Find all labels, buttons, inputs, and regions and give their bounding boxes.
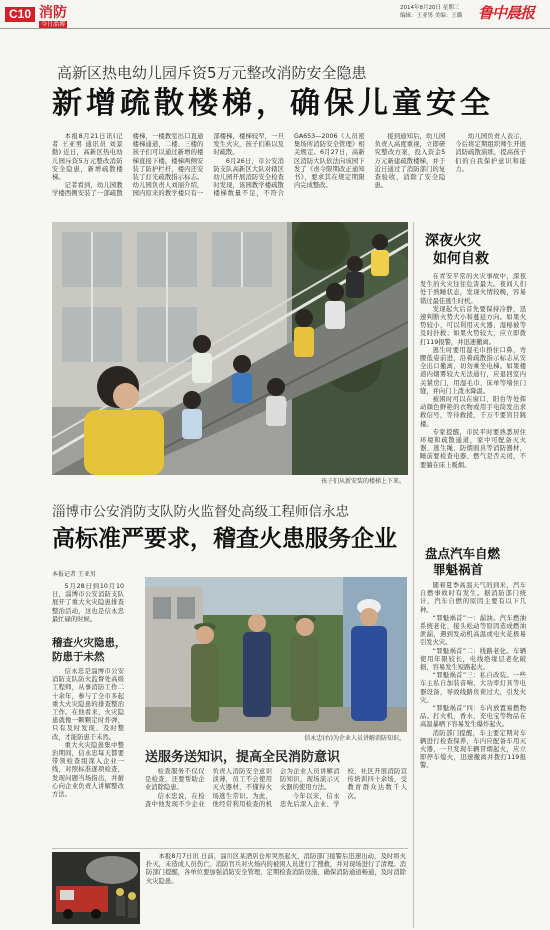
page-number: C10 bbox=[5, 7, 35, 22]
sidebar1-paragraph: 被困时可以在窗口、阳台等处挥动颜色鲜艳的衣物或用手电筒发出求救信号，等待救援，千万不要盲目跳楼。 bbox=[420, 396, 526, 428]
sidebar1-title-line1: 深夜火灾 bbox=[425, 233, 481, 249]
article1-paragraph: 本报8月21日讯(记者 王亚男 通讯员 刘景勤) 近日，高新区热电幼儿园斥资5万元整改消防安全隐患，新增疏散楼梯。 bbox=[52, 133, 123, 182]
sidebar1-body bbox=[420, 273, 526, 537]
article2-subheading2: 送服务送知识，提高全民消防意识 bbox=[145, 750, 341, 765]
article2-headline: 高标准严要求，稽查火患服务企业 bbox=[52, 526, 397, 552]
article1-paragraph: 记者看到，幼儿园教学楼西侧安装了一部疏散楼梯，一楼教室出口直通楼梯通道，二楼、三楼的孩子们可以通过新增的楼梯直接下楼。楼梯两侧安装了防护栏杆，楼内还安装了灯光疏散指示标志。幼儿园负责人刘丽介绍，园内原来的教学楼只有一部楼梯，楼梯较窄，一旦发生火灾，孩子们难以及时疏散。 bbox=[52, 133, 284, 198]
article2-body2 bbox=[145, 768, 407, 846]
subsection-name: 今日淄博 bbox=[41, 21, 66, 28]
article1-body bbox=[52, 133, 526, 217]
header-divider bbox=[0, 28, 550, 29]
article1-photo-caption: 孩子们从新安装的楼梯上下来。 bbox=[320, 478, 405, 485]
sidebar1-paragraph: 逃生时要用湿毛巾捂住口鼻，弯腰低姿前进，沿着疏散指示标志从安全出口撤离，切勿乘坐电梯。如果楼道内烟雾较大无法通行，应退回室内关紧房门，用湿毛巾、床单等堵住门缝，并向门上泼水降温。 bbox=[420, 346, 526, 395]
sidebar2-paragraph: 随着夏季高温天气的到来，汽车自燃事故时有发生。据消防部门统计，汽车自燃的原因主要有以下几种。 bbox=[420, 582, 526, 614]
article1-paragraph: 幼儿园负责人表示，今后将定期组织师生开展消防疏散演练，提高孩子们的自我保护意识和能力。 bbox=[455, 133, 526, 173]
article2-paragraph: 信永忠是淄博市公安消防支队防火监督处高级工程师，从事消防工作二十余年，参与了全市多起重大火灾隐患的排查整治工作。在他看来，火灾隐患就像一颗颗定时炸弹，只有及时发现、及时整改，才能防患于未然。 bbox=[52, 668, 124, 741]
newspaper-logo: 鲁中晨报 bbox=[478, 4, 535, 22]
sidebar2-title-line2: 罪魁祸首 bbox=[433, 562, 484, 577]
brief-news bbox=[146, 853, 406, 925]
brief-paragraph: 本报8月7日讯 日前，淄川区某酒店仓库突然起火，消防部门接警后迅速出动，及时将火扑灭，未造成人员伤亡。消防官兵对火场内的被困人员进行了搜救，并对现场进行了清理。消防部门提醒，各单位要加强消防安全管理，定期检查消防设施，确保消防通道畅通，及时消除火灾隐患。 bbox=[146, 853, 406, 885]
sidebar1-title-line2: 如何自救 bbox=[433, 251, 489, 267]
article2-kicker: 淄博市公安消防支队防火监督处高级工程师信永忠 bbox=[52, 504, 349, 520]
sidebar2-title-line1: 盘点汽车自燃 bbox=[425, 546, 501, 561]
sidebar2-paragraph: 消防部门提醒，车主要定期对车辆进行检查保养，车内应配备车用灭火器，一旦发现车辆冒烟起火，应立即停车熄火，迅速撤离并拨打119报警。 bbox=[420, 729, 526, 770]
sidebar2-paragraph: “罪魁祸首”四：车内放置易燃物品。打火机、香水、充电宝等物品在高温暴晒下容易发生爆炸起火。 bbox=[420, 705, 526, 729]
sidebar2-paragraph: “罪魁祸首”二：线路老化。车辆使用年限较长，电线绝缘层老化破损，容易发生短路起火。 bbox=[420, 647, 526, 672]
children-stairs-photo bbox=[52, 222, 408, 475]
article2-paragraph: 检查服务不仅仅是检查，还要帮助企业消除隐患。 bbox=[145, 768, 205, 792]
article1-kicker: 高新区热电幼儿园斥资5万元整改消防安全隐患 bbox=[57, 64, 367, 82]
sidebar2-paragraph: “罪魁祸首”一：漏油。汽车燃油系统老化、接头松动等原因造成燃油泄漏，遇到发动机高温或电火花极易引发火灾。 bbox=[420, 614, 526, 647]
sidebar1-paragraph: 在青安平常的火灾事故中，深夜发生的火灾往往危害最大。夜间人们处于熟睡状态，发现火情较晚，容易错过最佳逃生时机。 bbox=[420, 273, 526, 305]
sidebar2-body bbox=[420, 582, 526, 927]
article2-paragraph: 信永忠说，在检查中他发现不少企业负责人消防安全意识淡薄，员工不会使用灭火器材，不懂得火场逃生常识。为此，他经常利用检查的机会为企业人员讲解消防知识，现场演示灭火器的使用方法。 bbox=[145, 768, 340, 808]
fire-scene-photo bbox=[52, 852, 140, 924]
brief-divider bbox=[52, 848, 408, 849]
article2-paragraph: 今年以来，信永忠先后深入企业、学校、社区开展消防宣传培训四十余场，受教育群众达数千人次。 bbox=[280, 768, 407, 808]
article2-lead-paragraph: 5月28日到10月10日，淄博市公安消防支队展开了重大火灾隐患排查整治活动，这也是信永忠最忙碌的时候。 bbox=[52, 583, 124, 623]
sidebar1-paragraph: 专家提醒，市民平时要熟悉居住环境和疏散通道，家中可配备灭火器、逃生绳、防烟面具等消防器材，睡前要检查电器、燃气是否关闭，不要躺在床上吸烟。 bbox=[420, 428, 526, 469]
column-divider bbox=[413, 222, 414, 928]
article1-paragraph: 接到通知后，幼儿园负责人高度重视，立即研究整改方案，投入资金5万元新建疏散楼梯，并于近日通过了消防部门的复查验收，消除了安全隐患。 bbox=[374, 133, 446, 190]
inspector-photo bbox=[145, 577, 407, 732]
article2-photo-caption: 信永忠(右)为企业人员讲解消防知识。 bbox=[304, 735, 405, 742]
sidebar1-paragraph: 发现起火后首先要保持冷静，迅速判断火势大小和蔓延方向。如果火势较小，可以利用灭火器、湿棉被等及时扑救；如果火势较大，应立即拨打119报警，并迅速撤离。 bbox=[420, 305, 526, 346]
article2-body1 bbox=[52, 668, 124, 844]
article2-byline: 本报记者 王亚男 bbox=[52, 571, 96, 578]
article1-headline: 新增疏散楼梯，确保儿童安全 bbox=[52, 86, 494, 121]
article1-paragraph: 6月26日，市公安消防支队高新区大队对辖区幼儿园开展消防安全检查时发现，该园教学楼疏散楼梯数量不足，不符合GA653—2006《人员密集场所消防安全管理》相关规定。6月27日，高新区消防大队依法向该园下发了《责令限期改正通知书》，要求其在规定期限内完成整改。 bbox=[213, 133, 365, 198]
article2-paragraph: 重大火灾隐患集中整治期间，信永忠每天都要带领检查组深入企业一线，对照标准逐项检查，发现问题当场指出，并耐心向企业负责人讲解整改方法。 bbox=[52, 741, 124, 799]
article2-subheading1-line2: 防患于未然 bbox=[52, 651, 105, 663]
sidebar2-paragraph: “罪魁祸首”三：私自改装。一些车主私自加装音响、大功率灯具等电器设备，导致线路负荷过大，引发火灾。 bbox=[420, 672, 526, 704]
issue-date: 2014年8月20日 星期三 bbox=[400, 5, 460, 11]
section-name: 消防 bbox=[39, 5, 67, 21]
article2-lead bbox=[52, 583, 124, 633]
editor-credit: 编辑：王亚男 美编：王璐 bbox=[400, 13, 463, 19]
smoke bbox=[86, 856, 138, 884]
article2-subheading1-line1: 稽查火灾隐患， bbox=[52, 637, 126, 649]
